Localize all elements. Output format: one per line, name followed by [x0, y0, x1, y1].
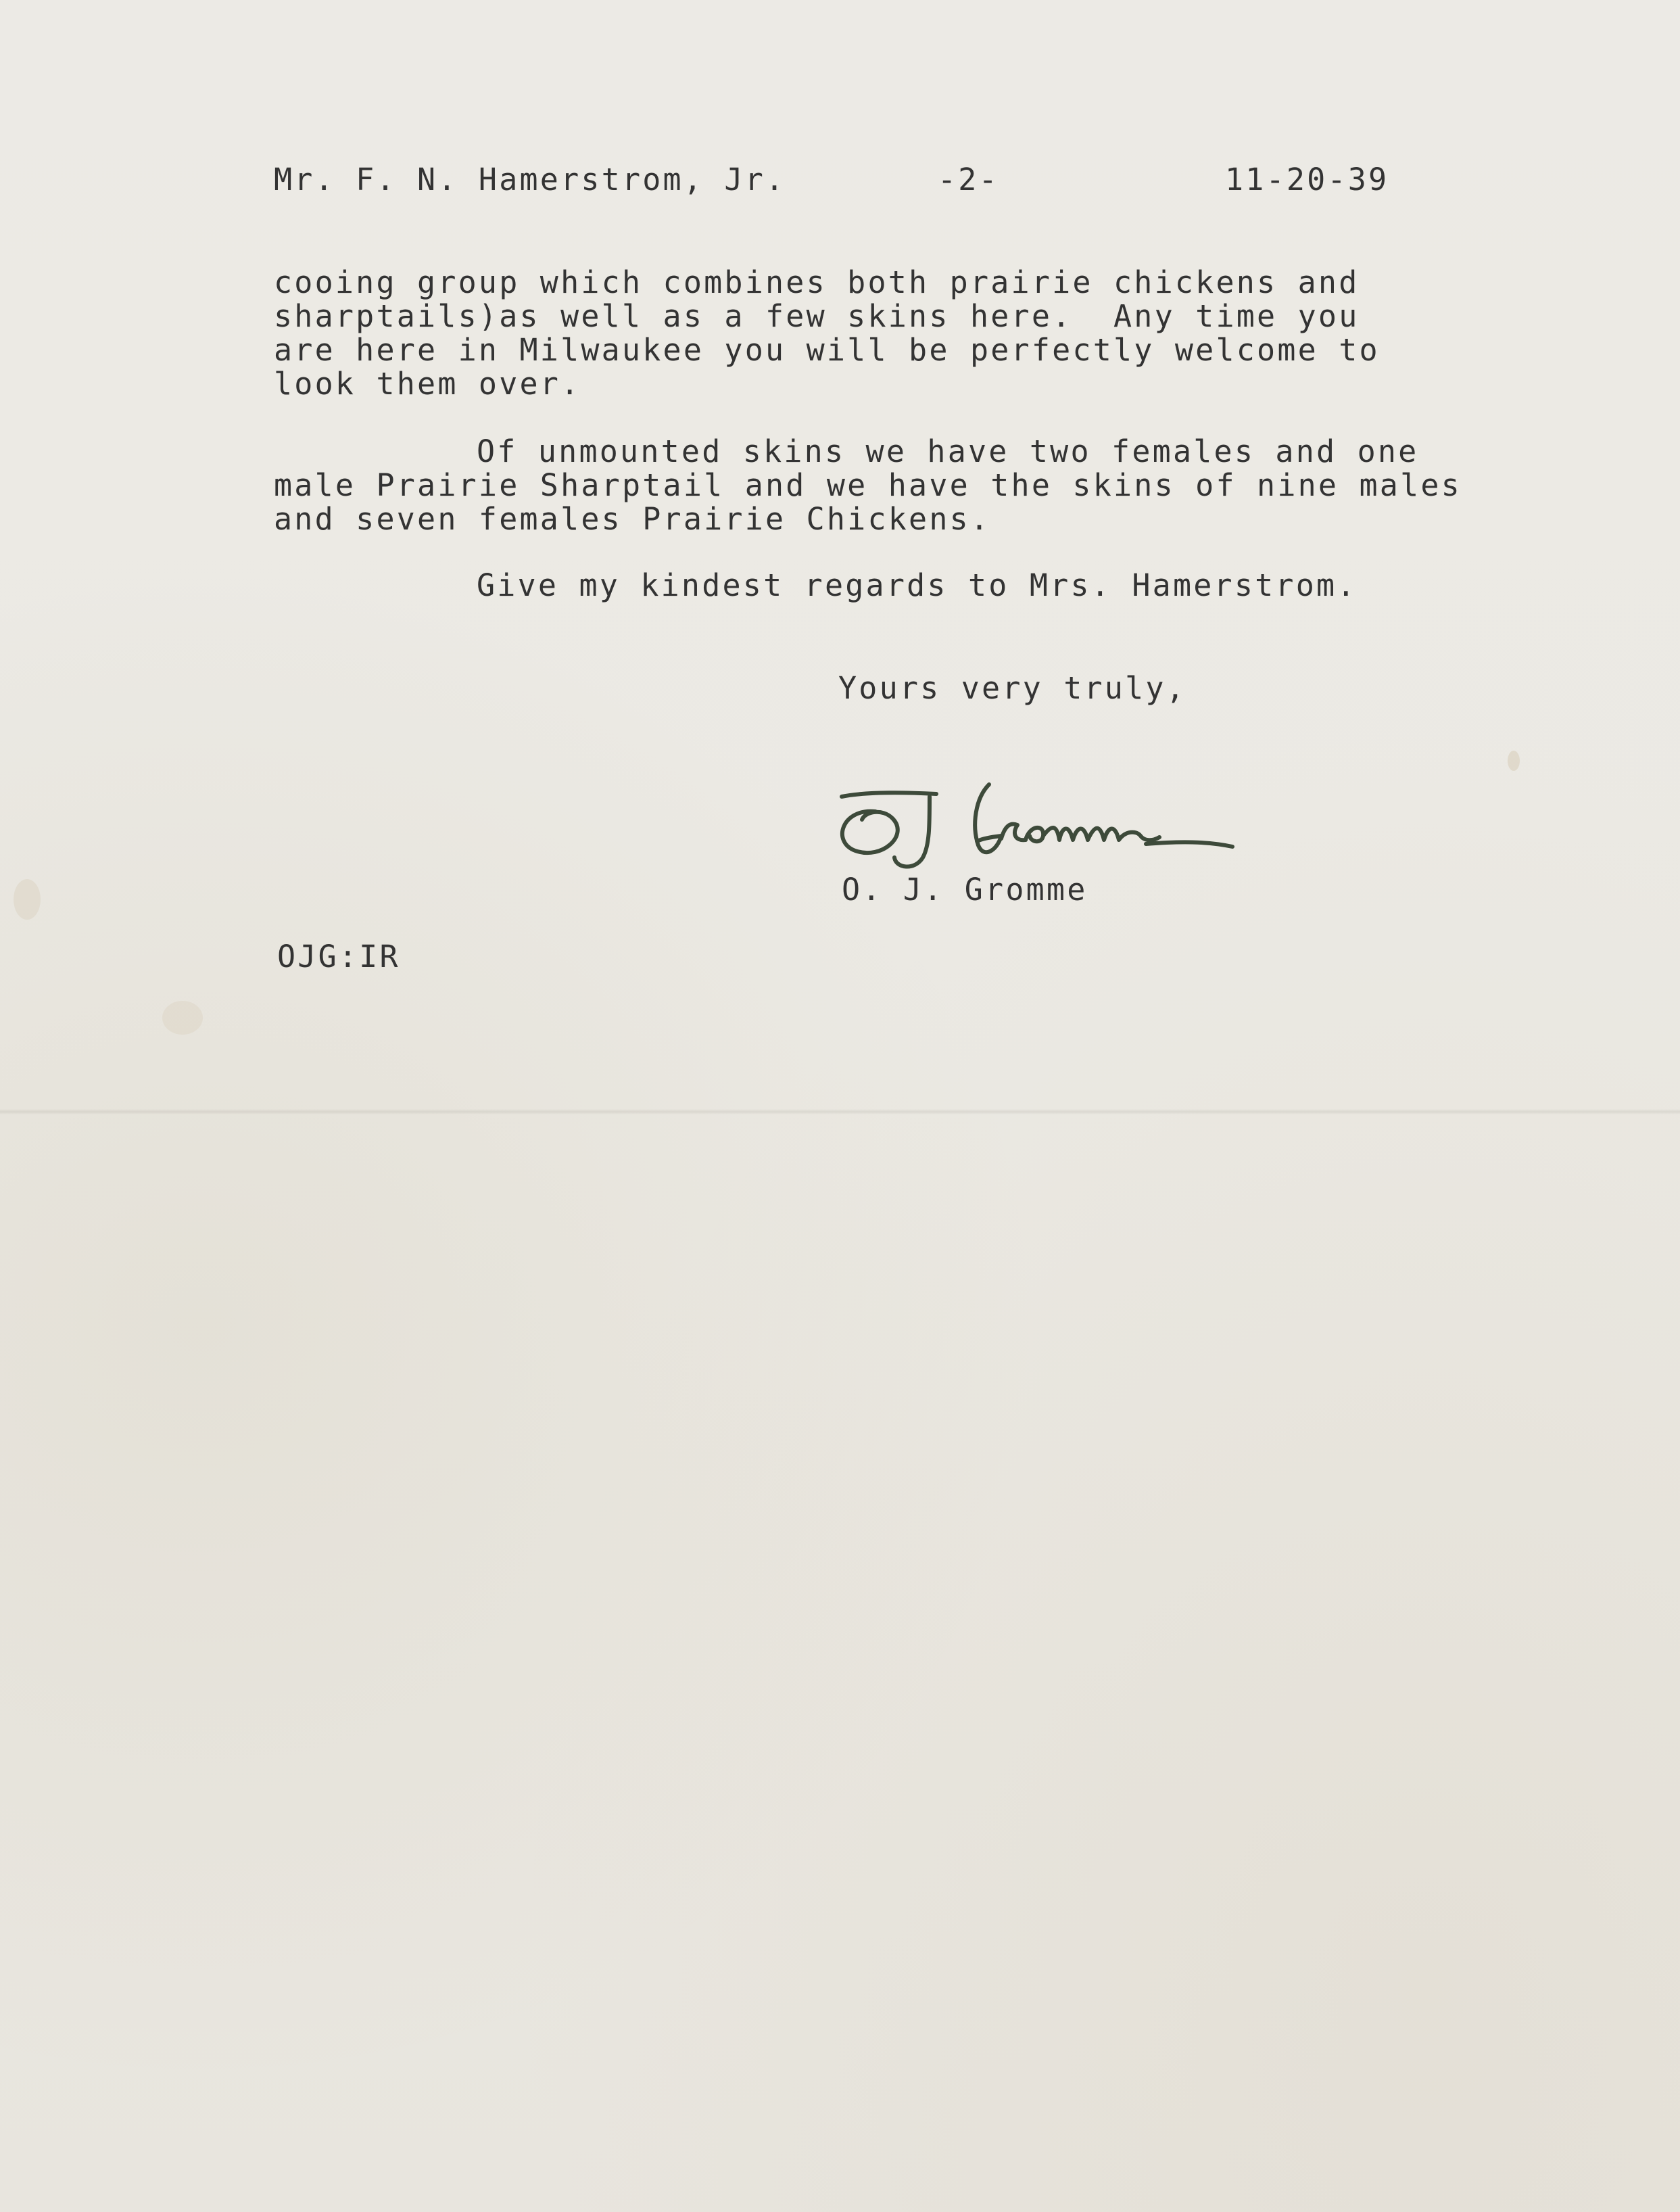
body-line: look them over.: [274, 366, 581, 402]
header-recipient: Mr. F. N. Hamerstrom, Jr.: [274, 162, 786, 197]
body-line: sharptails)as well as a few skins here. Any time you: [274, 298, 1360, 334]
paper-stain: [1508, 751, 1520, 771]
complimentary-close: Yours very truly,: [838, 670, 1186, 706]
body-line: cooing group which combines both prairie chickens and: [274, 264, 1360, 300]
body-line: and seven females Prairie Chickens.: [274, 501, 991, 537]
paper-fold-crease: [0, 1109, 1680, 1114]
header-date: 11-20-39: [1225, 162, 1389, 197]
handwritten-signature: [828, 771, 1288, 872]
body-line: male Prairie Sharptail and we have the skins of nine males: [274, 467, 1462, 503]
paper-stain: [162, 1001, 203, 1035]
typed-signature-name: O. J. Gromme: [842, 872, 1088, 908]
paper-stain: [14, 879, 41, 920]
body-line: Give my kindest regards to Mrs. Hamerstrom.: [477, 567, 1358, 603]
body-line: are here in Milwaukee you will be perfectly welcome to: [274, 332, 1380, 368]
body-line: Of unmounted skins we have two females and one: [477, 433, 1419, 469]
header-page-number: -2-: [938, 162, 999, 197]
reference-initials: OJG:IR: [277, 939, 400, 974]
